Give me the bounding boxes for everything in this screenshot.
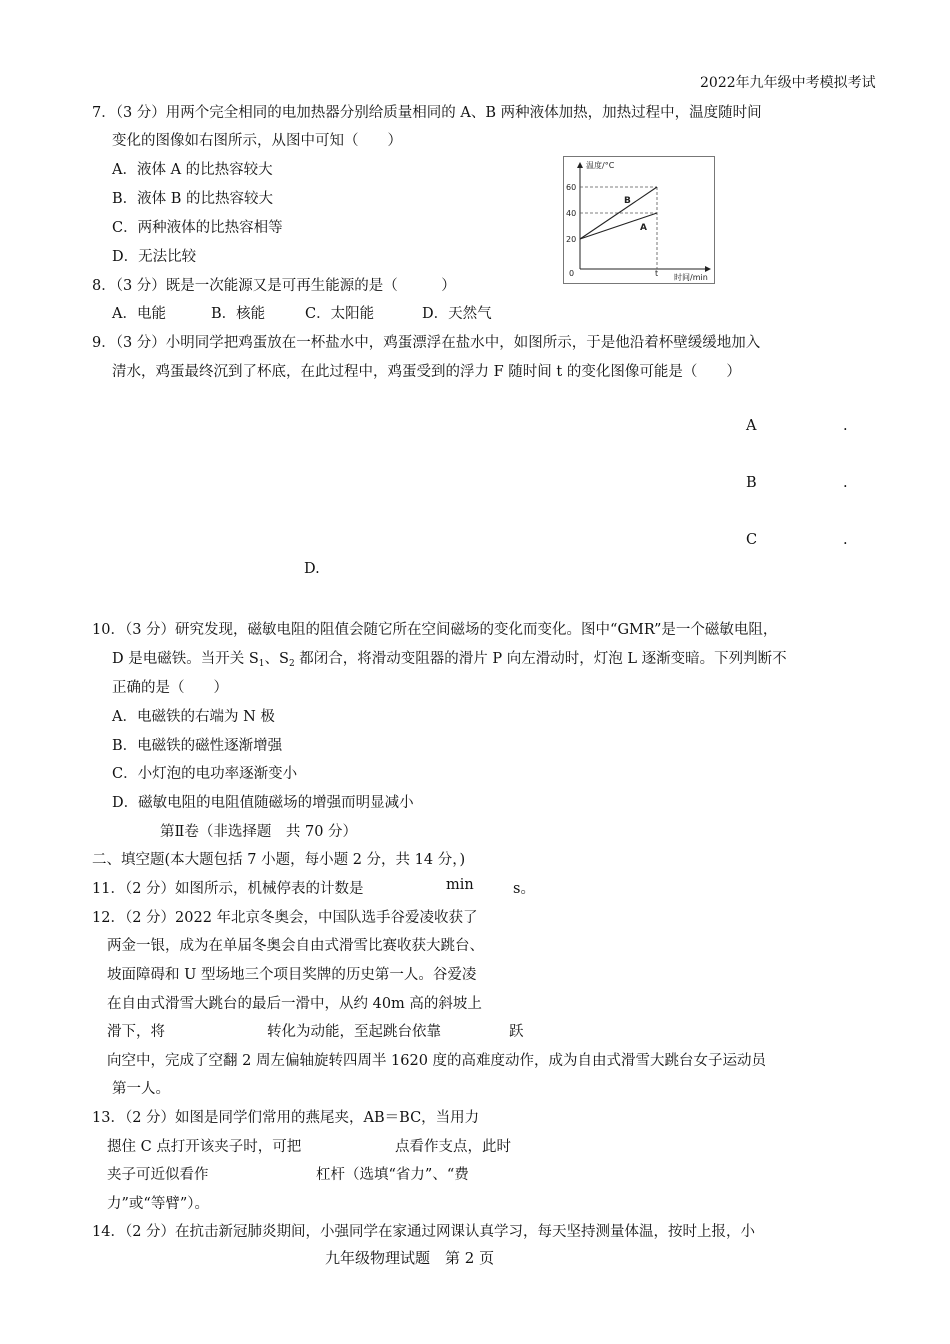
q10-stem-line-1: 10．（3 分）研究发现，磁敏电阻的阻值会随它所在空间磁场的变化而变化。图中“GMR”是一个磁敏电阻，: [92, 622, 778, 638]
q7-origin-label: 0: [569, 269, 575, 278]
q8-option-b: B．核能: [211, 306, 266, 322]
q10-stem-part-2: 、S: [264, 651, 289, 667]
q7-tick-20: 20: [566, 235, 577, 244]
q10-option-d: D．磁敏电阻的电阻值随磁场的增强而明显减小: [112, 795, 414, 811]
q7-label-b: B: [624, 196, 631, 206]
q7-y-label: 温度/°C: [586, 161, 615, 170]
q12-line-1: 12．（2 分）2022 年北京冬奥会，中国队选手谷爱凌收获了: [92, 910, 478, 926]
q8-option-d: D．天然气: [422, 306, 492, 322]
q7-stem-line-2: 变化的图像如右图所示，从图中可知（ ）: [112, 133, 402, 149]
q7-t-label: t: [655, 269, 659, 278]
q9-choice-a: A: [746, 418, 757, 434]
q11-unit-s: s。: [513, 881, 535, 897]
q13-line-4: 力”或“等臂”）。: [107, 1196, 209, 1212]
q8-stem: 8．（3 分）既是一次能源又是可再生能源的是（ ）: [92, 278, 456, 294]
q14-line-1: 14．（2 分）在抗击新冠肺炎期间，小强同学在家通过网课认真学习，每天坚持测量体温，按时上报，小: [92, 1224, 756, 1240]
q7-temperature-time-graph: [563, 156, 715, 284]
q9-choice-b: B: [746, 475, 757, 491]
q11-stem: 11．（2 分）如图所示，机械停表的计数是: [92, 881, 364, 897]
q8-option-a: A．电能: [112, 306, 166, 322]
q12-line-3: 坡面障碍和 U 型场地三个项目奖牌的历史第一人。谷爱凌: [107, 967, 477, 983]
q9-stem-line-2: 清水，鸡蛋最终沉到了杯底，在此过程中，鸡蛋受到的浮力 F 随时间 t 的变化图像可能是（ ）: [112, 364, 741, 380]
q12-line-5-end: 跃: [509, 1024, 524, 1040]
q9-choice-c-dot: .: [843, 532, 848, 548]
q12-line-5-start: 滑下，将: [107, 1024, 165, 1040]
q10-stem-part-3: 都闭合，将滑动变阻器的滑片 P 向左滑动时，灯泡 L 逐渐变暗。下列判断不: [294, 651, 787, 667]
section-2-title: 二、填空题(本大题包括 7 小题，每小题 2 分，共 14 分，): [92, 852, 466, 868]
q10-option-a: A．电磁铁的右端为 N 极: [112, 709, 275, 725]
q9-choice-d: D.: [304, 561, 320, 577]
q7-label-a: A: [640, 223, 647, 233]
q7-option-c: C．两种液体的比热容相等: [112, 220, 283, 236]
q9-choice-b-dot: .: [843, 475, 848, 491]
q10-sub-1: 1: [258, 659, 265, 669]
page-header: 2022年九年级中考模拟考试: [700, 75, 876, 91]
q10-stem-part-1: D 是电磁铁。当开关 S: [112, 651, 259, 667]
q9-stem-line-1: 9．（3 分）小明同学把鸡蛋放在一杯盐水中，鸡蛋漂浮在盐水中，如图所示，于是他沿着杯壁缓缓地加入: [92, 335, 761, 351]
q9-choice-c: C: [746, 532, 758, 548]
q12-line-6: 向空中，完成了空翻 2 周左偏轴旋转四周半 1620 度的高难度动作，成为自由式滑雪大跳台女子运动员: [107, 1053, 767, 1069]
q10-option-c: C．小灯泡的电功率逐渐变小: [112, 766, 298, 782]
q12-line-2: 两金一银，成为在单届冬奥会自由式滑雪比赛收获大跳台、: [107, 938, 484, 954]
q7-tick-40: 40: [566, 209, 577, 218]
q13-line-2-start: 摁住 C 点打开该夹子时，可把: [107, 1139, 302, 1155]
q10-sub-2: 2: [288, 659, 295, 669]
q10-stem-line-3: 正确的是（ ）: [112, 680, 228, 696]
q7-option-a: A．液体 A 的比热容较大: [112, 162, 273, 178]
page-footer: 九年级物理试题 第 2 页: [325, 1249, 495, 1267]
q7-graph-svg: [564, 157, 714, 283]
q7-option-d: D．无法比较: [112, 249, 197, 265]
q13-line-2-end: 点看作支点，此时: [395, 1139, 511, 1155]
q12-line-7: 第一人。: [112, 1081, 170, 1097]
q10-option-b: B．电磁铁的磁性逐渐增强: [112, 738, 283, 754]
q8-option-c: C．太阳能: [305, 306, 375, 322]
q13-line-1: 13．（2 分）如图是同学们常用的燕尾夹，AB＝BC，当用力: [92, 1110, 480, 1126]
q12-line-4: 在自由式滑雪大跳台的最后一滑中，从约 40m 高的斜坡上: [107, 996, 482, 1012]
q13-line-3-start: 夹子可近似看作: [107, 1167, 209, 1183]
q11-unit-min: min: [446, 877, 474, 893]
q7-option-b: B．液体 B 的比热容较大: [112, 191, 274, 207]
q13-line-3-end: 杠杆（选填“省力”、“费: [316, 1167, 469, 1183]
q12-line-5-middle: 转化为动能，至起跳台依靠: [267, 1024, 441, 1040]
q7-x-label: 时间/min: [674, 273, 708, 282]
q9-choice-a-dot: .: [843, 418, 848, 434]
part-2-title: 第Ⅱ卷（非选择题 共 70 分）: [160, 824, 358, 840]
q10-stem-line-2: [112, 647, 787, 669]
q7-tick-60: 60: [566, 183, 577, 192]
q7-stem-line-1: 7．（3 分）用两个完全相同的电加热器分别给质量相同的 A、B 两种液体加热，加热过程中，温度随时间: [92, 105, 762, 121]
